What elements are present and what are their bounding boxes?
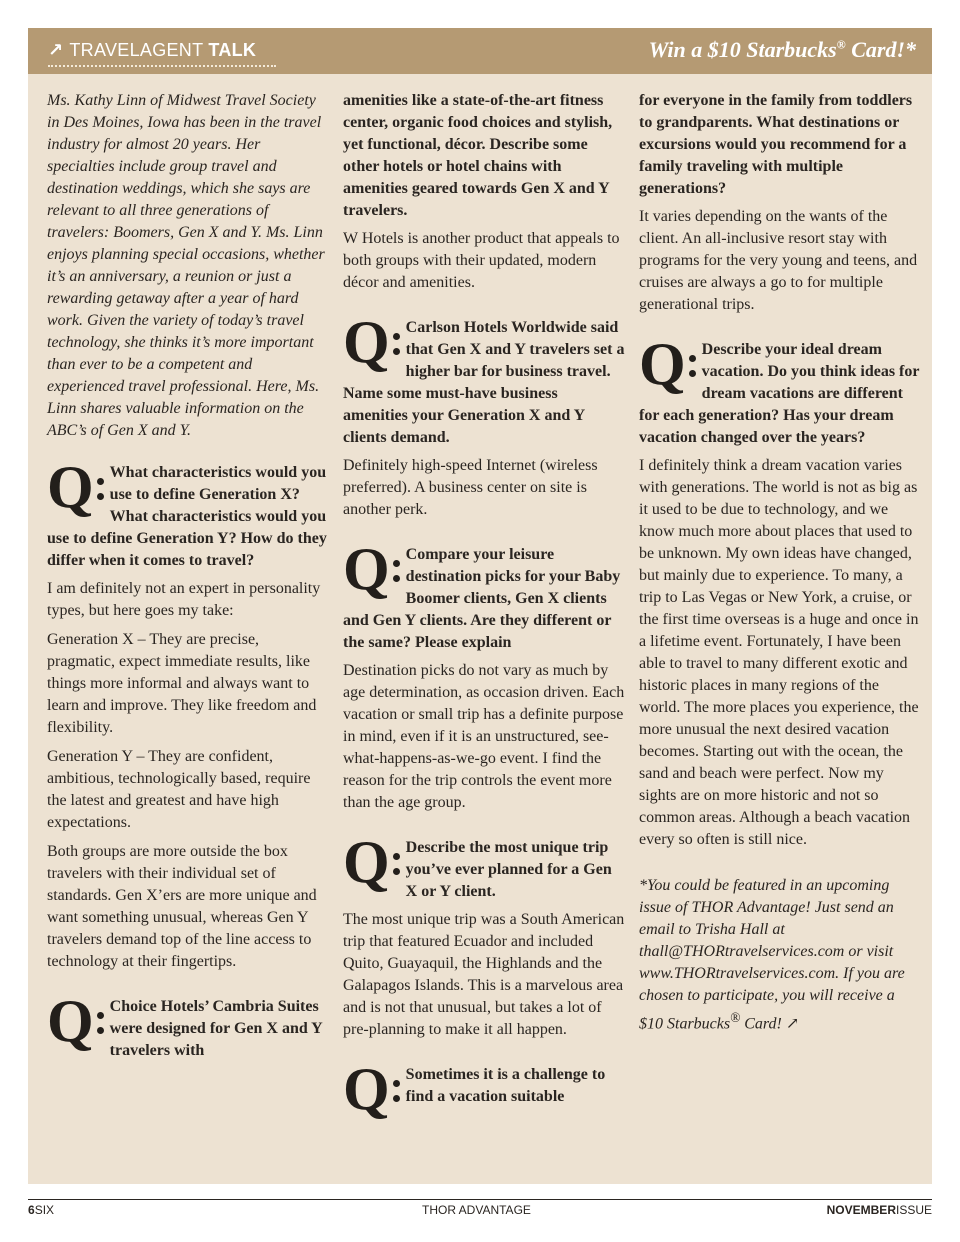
question-text-continued: for everyone in the family from toddlers to grandparents. What destinations or excursions would you recommend for a family traveling with multiple generations? [639,92,913,197]
answer-paragraph: I definitely think a dream vacation varies with generations. The world is not as big as it used to be due to technology, and we know much more about places that used to be unknown. My own ideas have changed, but mainly due to experience. To many, a trip to Las Vegas or New York, a cruise, or the first time overseas is a huge and once in a lifetime event. Fortunately, I have been able to travel to many different exotic and historic places in many regions of the world. The more places you experience, the more unusual the next desired vacation becomes. Starting out with the ocean, the sand and beach were perfect. Now my sights are on more historic and not so common areas. Although a beach vacation every so often is still nice. [639,457,919,848]
question-text: Compare your leisure destination picks for your Baby Boomer clients, Gen X clients and Gen Y clients. Are they different or the same? Please explain [343,546,621,651]
q-marker-icon: Q [47,999,104,1045]
promo-text-end: Card!* [845,37,916,62]
brand-talk: TALK [208,40,257,60]
brand-travel: TRAVEL [69,40,140,60]
q-marker-icon: Q [343,547,400,593]
answer-paragraph: I am definitely not an expert in personality types, but here goes my take: [47,580,321,619]
promo-headline [649,37,916,63]
footer-rule [28,1199,932,1200]
registered-mark: ® [836,37,846,52]
answer-paragraph: Definitely high-speed Internet (wireless preferred). A business center on site is another perk. [343,457,598,518]
page-number [28,1203,54,1217]
q-marker-icon: Q [47,465,104,511]
column-3 [639,90,921,1035]
question-7 [639,331,921,449]
footnote-end: Card! ↗ [740,1015,800,1033]
intro-paragraph: Ms. Kathy Linn of Midwest Travel Society in Des Moines, Iowa has been in the travel industry for almost 20 years. Her specialties include group travel and destination weddings, which she says are relevant to all three generations of travelers: Boomers, Gen X and Y. Ms. Linn enjoys planning special occasions, whether it’s an anniversary, a reunion or just a rewarding getaway after a year of hard work. Given the variety of today’s travel technology, she thinks it’s more important than ever to be a competent and experienced travel professional. Here, Ms. Linn shares valuable information on the ABC’s of Gen X and Y. [47,92,325,439]
column-2 [343,90,625,1122]
answer-paragraph: It varies depending on the wants of the client. An all-inclusive resort stay with programs for the very young and teens, and cruises are always a go to for multiple generational trips. [639,208,918,313]
answer-paragraph: Both groups are more outside the box travelers with their individual set of standards. Gen X’ers are more unique and want something unusual, whereas Gen Y travelers demand top of the line access to technology at their fingertips. [47,843,317,970]
question-text: Choice Hotels’ Cambria Suites were designed for Gen X and Y travelers with [109,998,323,1059]
brand-agent: AGENT [139,40,209,60]
q-marker-icon: Q [639,342,696,388]
column-1 [47,90,329,1068]
publication-name: THOR ADVANTAGE [422,1203,531,1217]
q-marker-icon: Q [343,320,400,366]
brand-underline [48,65,276,67]
registered-mark: ® [730,1010,741,1025]
question-text: Sometimes it is a challenge to find a vacation suitable [405,1066,606,1105]
contest-footnote [639,875,921,1035]
section-header [28,28,932,74]
section-brand [48,40,256,61]
q-marker-icon: Q [343,840,400,886]
question-5 [343,829,625,903]
question-text: Describe your ideal dream vacation. Do you think ideas for dream vacations are different for each generation? Has your dream vacation changed over the years? [639,341,920,446]
q-marker-icon: Q [343,1067,400,1113]
page-number-word: SIX [34,1203,55,1217]
issue-label [827,1203,932,1217]
answer-paragraph: W Hotels is another product that appeals to both groups with their updated, modern décor and amenities. [343,230,620,291]
question-4 [343,536,625,654]
answer-paragraph: Generation Y – They are confident, ambitious, technologically based, require the latest and greatest and have high expectations. [47,748,311,831]
question-text-continued: amenities like a state-of-the-art fitness center, organic food choices and stylish, yet functional, décor. Describe some other hotels or hotel chains with amenities geared towards Gen X and Y travelers. [343,92,613,219]
bolt-icon: ↗ [48,40,64,60]
answer-paragraph: The most unique trip was a South American trip that featured Ecuador and included Quito, Guayaquil, the Highlands and the Galapagos Islands. This is a marvelous area and is not that unusual, but takes a lot of pre-planning to make it all happen. [343,911,625,1038]
question-text: Carlson Hotels Worldwide said that Gen X and Y travelers set a higher bar for business travel. Name some must-have business amenities your Generation X and Y clients demand. [343,319,625,446]
question-1 [47,454,329,572]
question-text: What characteristics would you use to define Generation X? What characteristics would you use to define Generation Y? How do they differ when it comes to travel? [47,464,327,569]
question-2 [47,988,329,1062]
issue-word: ISSUE [895,1203,932,1217]
question-6 [343,1056,625,1122]
footnote-text: *You could be featured in an upcoming issue of THOR Advantage! Just send an email to Trisha Hall at thall@THORtravelservices.com or visit www.THORtravelservices.com. If you are chosen to participate, you will receive a $10 Starbucks [639,877,905,1033]
issue-month: NOVEMBER [826,1203,896,1217]
promo-text: Win a $10 Starbucks [648,37,837,62]
question-text: Describe the most unique trip you’ve ever planned for a Gen X or Y client. [405,839,612,900]
question-3 [343,309,625,449]
page-number-digit: 6 [28,1203,35,1217]
answer-paragraph: Generation X – They are precise, pragmatic, expect immediate results, like things more informal and always want to learn and improve. They like freedom and flexibility. [47,631,317,736]
answer-paragraph: Destination picks do not vary as much by age determination, as occasion driven. Each vacation or small trip has a definite purpose in mind, even if it is an unstructured, see-what-happens-as-we-go event. I find the reason for the trip controls the event more than the age group. [343,662,625,811]
